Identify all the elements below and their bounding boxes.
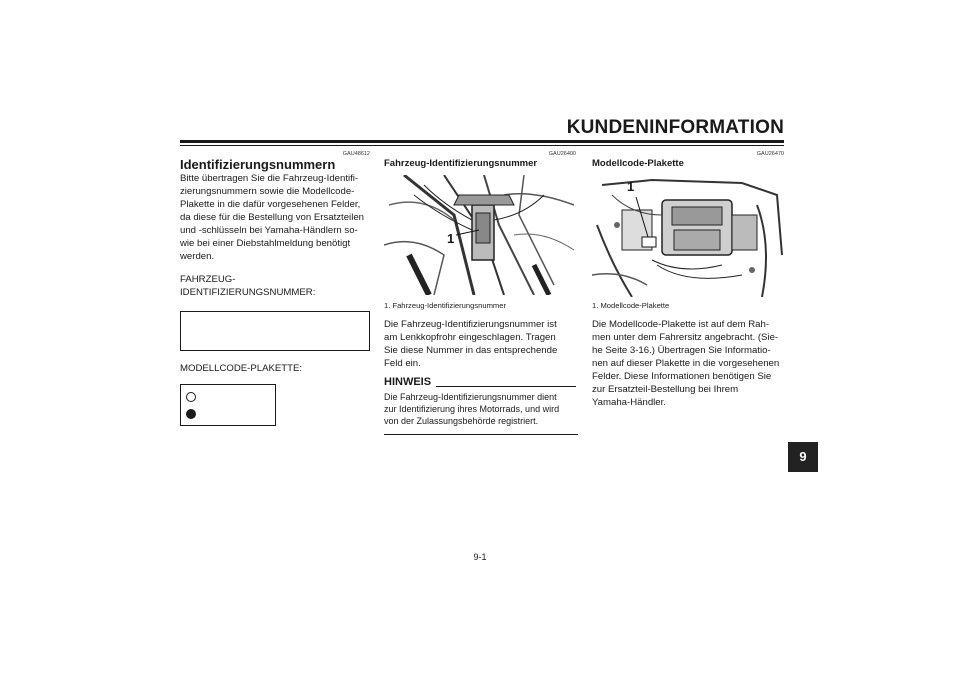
vin-location-illustration bbox=[384, 175, 576, 295]
text-line: men unter dem Fahrersitz angebracht. (Sie- bbox=[592, 332, 779, 343]
figure-caption: 1. Modellcode-Plakette bbox=[592, 301, 670, 310]
vin-label bbox=[180, 273, 315, 299]
chapter-tab[interactable]: 9 bbox=[788, 442, 818, 472]
empty-circle-icon bbox=[186, 392, 196, 402]
section-heading: Identifizierungsnummern bbox=[180, 157, 336, 172]
model-code-label: MODELLCODE-PLAKETTE: bbox=[180, 363, 303, 374]
text-line: Die Fahrzeug-Identifizierungsnummer ist bbox=[384, 319, 557, 330]
text-line: am Lenkkopfrohr eingeschlagen. Tragen bbox=[384, 332, 556, 343]
text-line: von der Zulassungsbehörde registriert. bbox=[384, 416, 539, 426]
section-code: GAU48612 bbox=[342, 151, 370, 157]
section-code: GAU26400 bbox=[548, 151, 576, 157]
frame-under-seat-photo bbox=[592, 175, 784, 297]
text-line: zur Identifizierung ihres Motorrads, und wird bbox=[384, 404, 560, 414]
steering-head-photo bbox=[384, 175, 576, 295]
text-line: wie bei einer Diebstahlmeldung benötigt bbox=[180, 238, 351, 249]
text-line: zur Ersatzteil-Bestellung bei Ihrem bbox=[592, 384, 739, 395]
text-line: Bitte übertragen Sie die Fahrzeug-Identifi- bbox=[180, 173, 359, 184]
vin-entry-box[interactable] bbox=[180, 311, 370, 351]
text-line: Sie diese Nummer in das entsprechende bbox=[384, 345, 558, 356]
callout-number: 1 bbox=[447, 231, 455, 246]
text-line: nen auf dieser Plakette in die vorgesehenen bbox=[592, 358, 780, 369]
header-rule-thin bbox=[180, 145, 784, 146]
text-line: Die Modellcode-Plakette ist auf dem Rah- bbox=[592, 319, 770, 330]
vin-paragraph bbox=[384, 318, 578, 370]
intro-paragraph bbox=[180, 172, 372, 263]
text-line: Plakette in die dafür vorgesehenen Felder, bbox=[180, 199, 361, 210]
figure-caption: 1. Fahrzeug-Identifizierungsnummer bbox=[384, 301, 506, 310]
text-line: und -schlüsseln bei Yamaha-Händlern so- bbox=[180, 225, 358, 236]
page-number: 9-1 bbox=[473, 552, 487, 562]
text-line: werden. bbox=[180, 251, 215, 262]
text-line: Die Fahrzeug-Identifizierungsnummer dient bbox=[384, 392, 557, 402]
section-heading: Modellcode-Plakette bbox=[592, 158, 684, 169]
header-rule-thick bbox=[180, 140, 784, 143]
text-line: da diese für die Bestellung von Ersatzteilen bbox=[180, 212, 364, 223]
model-code-entry-box[interactable] bbox=[180, 384, 276, 426]
note-bottom-rule bbox=[384, 434, 578, 435]
text-line: Felder. Diese Informationen benötigen Sie bbox=[592, 371, 772, 382]
note-title-rule bbox=[436, 386, 576, 387]
note-text bbox=[384, 391, 580, 427]
callout-number: 1 bbox=[627, 179, 635, 194]
filled-circle-icon bbox=[186, 409, 196, 419]
vin-label-line: IDENTIFIZIERUNGSNUMMER: bbox=[180, 287, 316, 298]
text-line: Feld ein. bbox=[384, 358, 421, 369]
section-code: GAU26470 bbox=[756, 151, 784, 157]
model-plate-paragraph bbox=[592, 318, 786, 409]
model-plate-location-illustration bbox=[592, 175, 784, 297]
chapter-title: KUNDENINFORMATION bbox=[566, 117, 784, 138]
vin-label-line: FAHRZEUG- bbox=[180, 274, 236, 285]
section-heading: Fahrzeug-Identifizierungsnummer bbox=[384, 158, 538, 169]
text-line: he Seite 3-16.) Übertragen Sie Informatio- bbox=[592, 345, 771, 356]
text-line: zierungsnummern sowie die Modellcode- bbox=[180, 186, 355, 197]
text-line: Yamaha-Händler. bbox=[592, 397, 666, 408]
note-title: HINWEIS bbox=[384, 376, 432, 388]
